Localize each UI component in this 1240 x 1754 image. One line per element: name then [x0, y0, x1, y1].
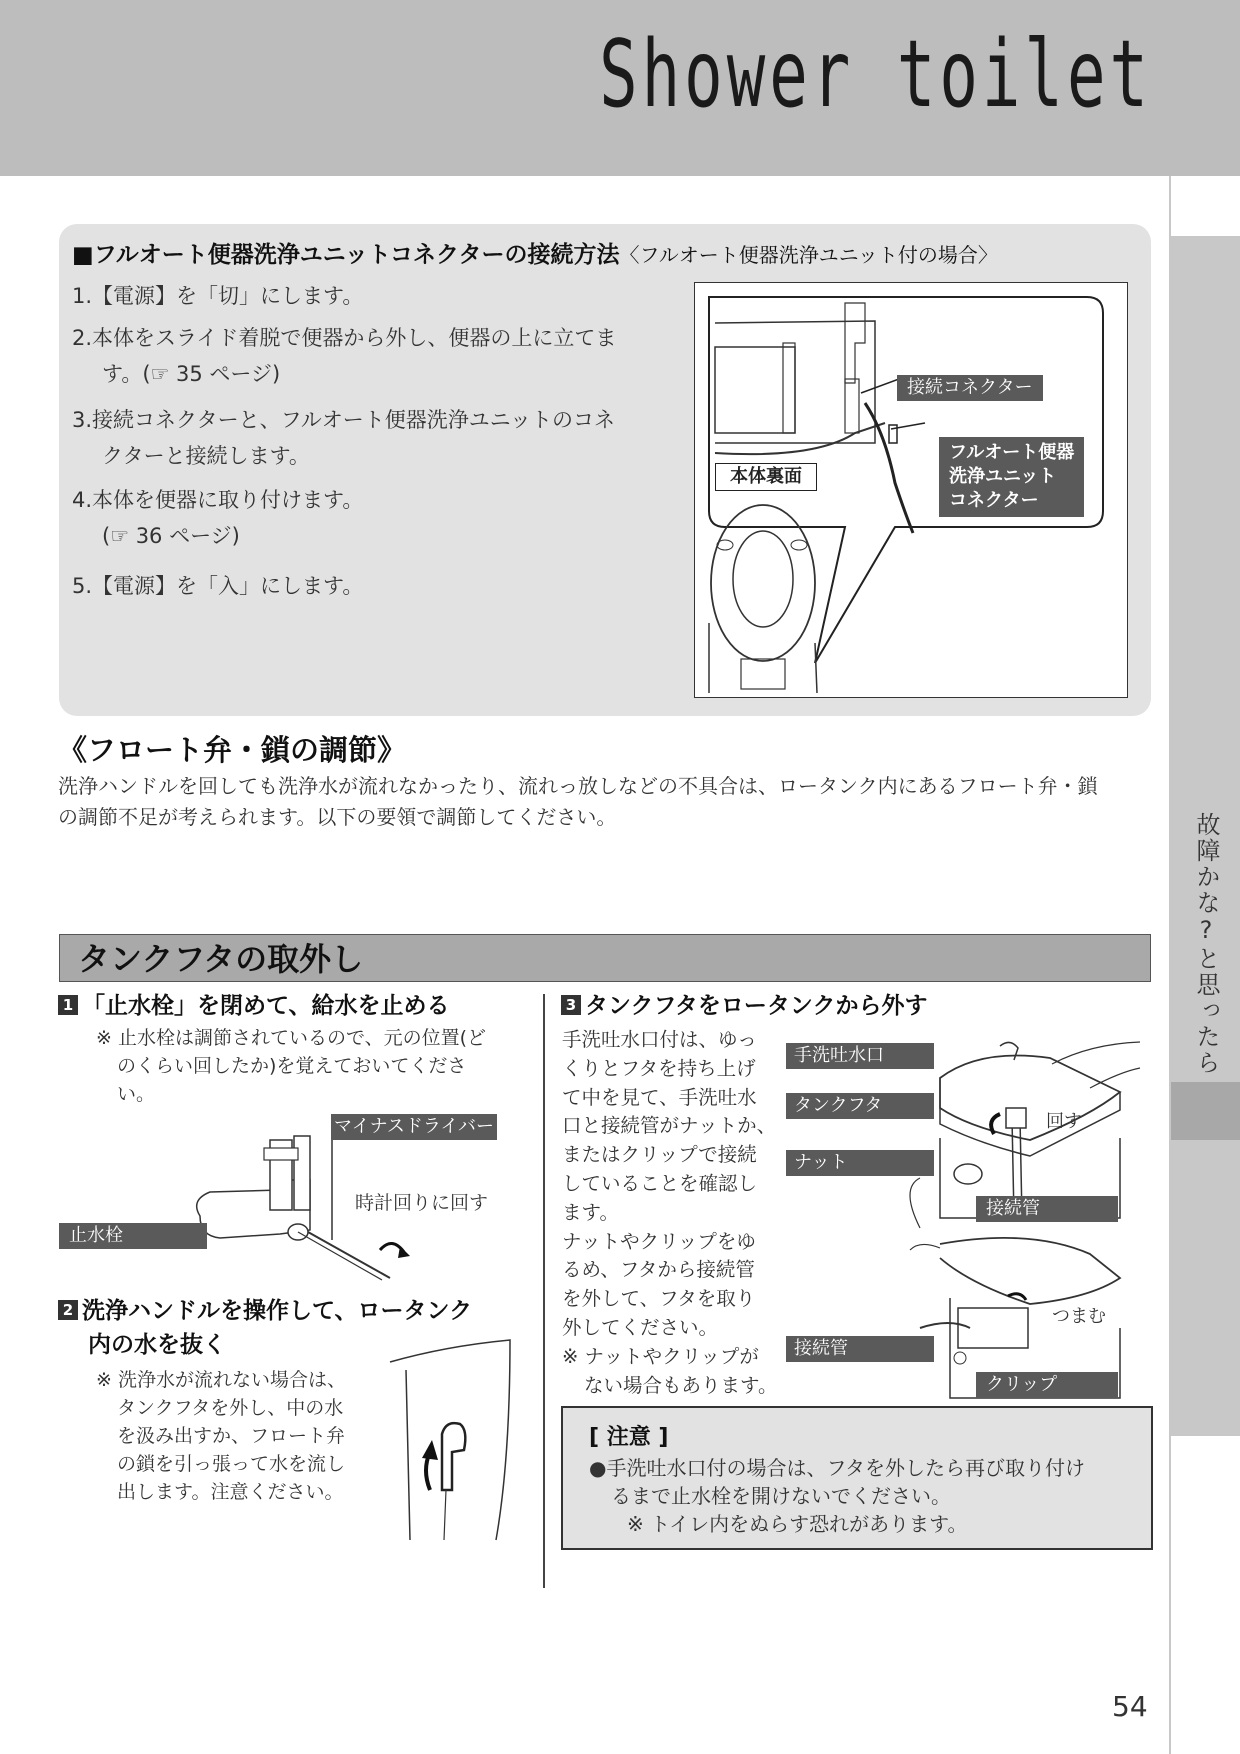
- float-body-line: 洗浄ハンドルを回しても洗浄水が流れなかったり、流れっ放しなどの不具合は、ロータンク内にあるフロート弁・鎖: [58, 774, 1098, 798]
- handle-illustration: [386, 1340, 526, 1550]
- caution-line: るまで止水栓を開けないでください。: [611, 1484, 951, 1508]
- step-text-cont: クターと接続します。: [102, 444, 310, 468]
- step-number: 4.: [72, 488, 93, 512]
- tank-lid-illustration: [790, 1028, 1150, 1428]
- step-text: 【電源】を「切」にします。: [92, 284, 364, 308]
- step1-note: [96, 1024, 486, 1108]
- step3-heading: [561, 989, 927, 1023]
- body-line: て中を見て、手洗吐水: [562, 1085, 757, 1109]
- side-tab-label: 故障かな?と思ったら: [1192, 812, 1220, 1076]
- label-body-back: 本体裏面: [715, 463, 817, 491]
- note-line: 出します。注意ください。: [117, 1481, 344, 1503]
- step3-body: [562, 1026, 792, 1400]
- step-text: 本体を便器に取り付けます。: [92, 488, 364, 512]
- body-line: 手洗吐水口付は、ゆっ: [562, 1028, 757, 1051]
- step-number: 5.: [72, 574, 93, 598]
- caution-title: [ 注意 ]: [589, 1425, 669, 1450]
- body-line: ※ ナットやクリップが: [562, 1344, 759, 1368]
- connector-step-2: [72, 320, 662, 392]
- connector-step-3: [72, 402, 662, 474]
- label-pinch: つまむ: [1052, 1306, 1106, 1327]
- body-line: くりとフタを持ち上げ: [562, 1056, 756, 1080]
- step-text-cont: (☞ 36 ページ): [102, 524, 240, 548]
- note-line: タンクフタを外し、中の水: [117, 1397, 344, 1419]
- float-valve-body: [58, 771, 1148, 833]
- label-stop-valve: 止水栓: [59, 1223, 207, 1249]
- body-line: ない場合もあります。: [584, 1373, 778, 1397]
- body-line: を外して、フタを取り: [562, 1287, 756, 1311]
- connector-figure: [694, 282, 1128, 698]
- label-turn: 回す: [1046, 1111, 1082, 1132]
- label-unit-line: 洗浄ユニット: [949, 466, 1057, 487]
- body-line: 口と接続管がナットか、: [562, 1114, 777, 1138]
- step-number: 2.: [72, 326, 93, 350]
- note-line: ※ 止水栓は調節されているので、元の位置(ど: [96, 1027, 486, 1049]
- label-flat-driver: マイナスドライバー: [331, 1114, 497, 1140]
- step2-heading-text: 洗浄ハンドルを操作して、ロータンク: [82, 1298, 473, 1324]
- label-connecting-pipe-1: 接続管: [976, 1196, 1118, 1222]
- step-text-cont: す。(☞ 35 ページ): [102, 362, 281, 386]
- label-unit-connector: [939, 437, 1084, 517]
- connector-title: [72, 236, 998, 269]
- step2-heading-text: 内の水を抜く: [88, 1332, 226, 1358]
- step1-number: 1: [58, 995, 78, 1015]
- step3-number: 3: [561, 995, 581, 1015]
- step2-number: 2: [58, 1300, 78, 1320]
- caution-line: ●手洗吐水口付の場合は、フタを外したら再び取り付け: [589, 1456, 1086, 1480]
- caution-box: [561, 1406, 1153, 1550]
- caution-body: [589, 1454, 1085, 1538]
- connector-title-text: ■フルオート便器洗浄ユニットコネクターの接続方法: [72, 242, 620, 268]
- body-line: ナットやクリップをゆ: [562, 1229, 756, 1253]
- label-unit-line: コネクター: [949, 490, 1039, 511]
- connector-step-4: [72, 482, 662, 554]
- body-line: していることを確認し: [562, 1171, 758, 1195]
- body-line: またはクリップで接続: [562, 1143, 757, 1167]
- label-connecting-pipe-2: 接続管: [786, 1336, 934, 1362]
- body-line: 外してください。: [562, 1315, 719, 1339]
- label-clockwise: 時計回りに回す: [355, 1192, 489, 1214]
- step-number: 1.: [72, 284, 93, 308]
- step1-heading: [58, 989, 450, 1023]
- brand-logo: Shower toilet: [599, 22, 1152, 130]
- step-text: 【電源】を「入」にします。: [92, 574, 364, 598]
- float-body-line: の調節不足が考えられます。以下の要領で調節してください。: [58, 805, 617, 829]
- page-number: 54: [1112, 1690, 1148, 1723]
- body-line: ます。: [562, 1200, 619, 1224]
- step3-heading-text: タンクフタをロータンクから外す: [585, 993, 928, 1019]
- note-line: の鎖を引っ張って水を流し: [117, 1453, 346, 1475]
- connector-step-1: [72, 278, 662, 314]
- connector-subtitle: 〈フルオート便器洗浄ユニット付の場合〉: [619, 243, 998, 267]
- label-tank-lid: タンクフタ: [786, 1093, 934, 1119]
- caution-line: ※ トイレ内をぬらす恐れがあります。: [627, 1512, 968, 1536]
- note-line: のくらい回したか)を覚えておいてくださ: [117, 1055, 467, 1077]
- connector-step-5: [72, 568, 662, 604]
- label-nut: ナット: [786, 1150, 934, 1176]
- tank-title: タンクフタの取外し: [78, 940, 364, 978]
- step-text: 本体をスライド着脱で便器から外し、便器の上に立てま: [92, 326, 617, 350]
- column-divider: [543, 994, 545, 1588]
- step2-note: [96, 1366, 376, 1506]
- side-tab-marker: [1171, 1082, 1240, 1140]
- float-valve-title: 《フロート弁・鎖の調節》: [58, 733, 407, 767]
- label-connector: 接続コネクター: [897, 375, 1043, 401]
- step1-heading-text: 「止水栓」を閉めて、給水を止める: [82, 993, 450, 1019]
- label-hand-faucet: 手洗吐水口: [786, 1043, 934, 1069]
- label-clip: クリップ: [976, 1372, 1118, 1398]
- step-text: 接続コネクターと、フルオート便器洗浄ユニットのコネ: [92, 408, 615, 432]
- label-unit-line: フルオート便器: [949, 442, 1075, 463]
- note-line: ※ 洗浄水が流れない場合は、: [96, 1369, 346, 1391]
- step-number: 3.: [72, 408, 93, 432]
- body-line: るめ、フタから接続管: [562, 1258, 755, 1282]
- note-line: い。: [117, 1083, 156, 1105]
- note-line: を汲み出すか、フロート弁: [117, 1425, 346, 1447]
